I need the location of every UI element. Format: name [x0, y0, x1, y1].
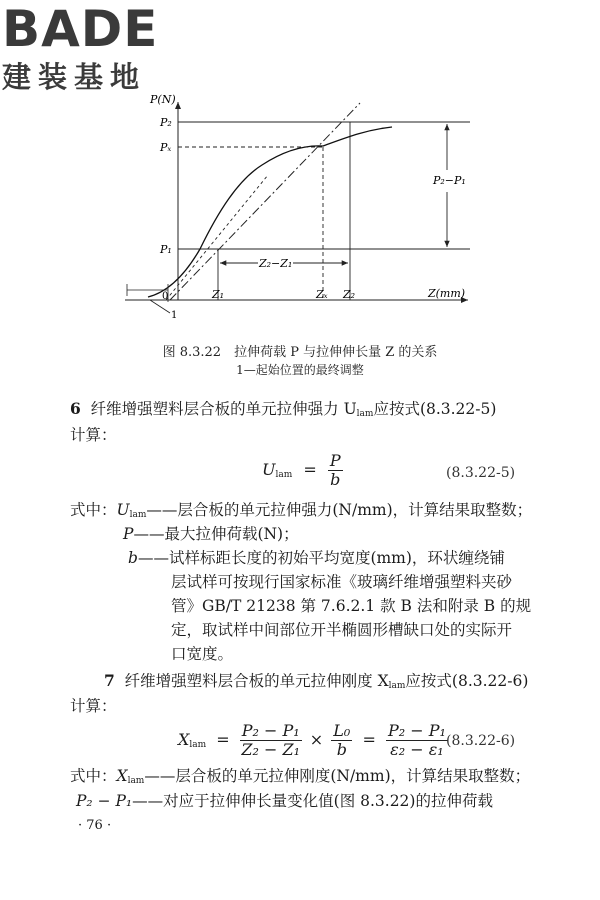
- def-x-sub: lam: [127, 776, 145, 786]
- eq5-lhs-sub: lam: [275, 470, 293, 480]
- def-b-line-5: 口宽度。: [171, 645, 234, 663]
- eq6-lhs-sub: lam: [189, 740, 207, 750]
- figure-caption: 图 8.3.22 拉伸荷载 P 与拉伸伸长量 Z 的关系: [162, 345, 438, 360]
- def-x-text: ——层合板的单元拉伸刚度(N/mm)，计算结果取整数；: [144, 767, 531, 785]
- equation-8-3-22-6: $X_{lam}$ = $\frac{\text{P₂ − P₁}}{\text{Z₂ − Z₁}}$ × $\frac{\text{L₀}}{b}$ = $\frac{\text{P₂ − P₁}}{\text{ε₂ − ε₁}}$: [178, 721, 446, 759]
- logo-chinese-name: 建装基地: [2, 60, 147, 94]
- x-tick-z1: Z₁: [212, 288, 225, 301]
- y-tick-px: Pₓ: [160, 141, 172, 154]
- def-p-text: ——最大拉伸荷载(N)；: [133, 525, 299, 543]
- logo-wordmark: BADE: [2, 0, 159, 58]
- y-tick-p1: P₁: [160, 243, 172, 256]
- def-p-symbol: P: [123, 525, 134, 543]
- secant-line: [170, 103, 360, 300]
- eq6-times: ×: [309, 730, 324, 749]
- eq6-f2-numerator: L₀: [333, 721, 351, 740]
- def-p: [123, 522, 299, 546]
- dim-label-p2-p1: P₂−P₁: [433, 174, 466, 187]
- def-p2-p1-symbol: P₂ − P₁: [76, 792, 133, 810]
- item6-continuation: 计算：: [70, 426, 117, 444]
- eq5-lhs: U: [262, 460, 276, 479]
- item7-sub: lam: [388, 681, 406, 691]
- item7-paragraph: [104, 669, 528, 698]
- item7-text-b: 应按式(8.3.22-6): [405, 672, 529, 690]
- eq6-f2-denominator: b: [336, 740, 347, 759]
- load-curve: [148, 127, 392, 297]
- def-u-text: ——层合板的单元拉伸强力(N/mm)，计算结果取整数；: [146, 501, 533, 519]
- def-b-line-2: 层试样可按现行国家标准《玻璃纤维增强塑料夹砂: [171, 573, 513, 591]
- def-x-symbol: X: [116, 767, 128, 785]
- def-u-sub: lam: [129, 510, 147, 520]
- eq5-denominator: b: [330, 470, 341, 489]
- where-prefix-1: 式中：: [70, 501, 117, 519]
- dim-label-z2-z1: Z₂−Z₁: [259, 257, 293, 270]
- eq5-numerator: P: [329, 451, 341, 470]
- x-axis-label: Z(mm): [428, 287, 466, 300]
- figure-caption-note: 1—起始位置的最终调整: [236, 363, 364, 377]
- item6-sub: lam: [356, 409, 374, 419]
- item7-continuation: 计算：: [70, 697, 117, 715]
- eq6-label: (8.3.22-6): [446, 733, 516, 749]
- x-tick-zx: Zₓ: [316, 288, 328, 301]
- page-number: · 76 ·: [78, 818, 112, 833]
- def-b-text-1: ——试样标距长度的初始平均宽度(mm)，环状缠绕铺: [137, 549, 505, 567]
- eq6-f1-numerator: P₂ − P₁: [241, 721, 300, 740]
- def-b-line-3: 管》GB/T 21238 第 7.6.2.1 款 B 法和附录 B 的规: [171, 597, 532, 615]
- eq6-f3-numerator: P₂ − P₁: [387, 721, 446, 740]
- where-prefix-2: 式中：: [70, 767, 117, 785]
- item6-paragraph: [70, 397, 496, 426]
- load-elongation-figure: [0, 0, 600, 340]
- note-marker: 1: [171, 310, 178, 321]
- y-axis-label: P(N): [150, 93, 176, 106]
- equation-8-3-22-5: $U_{lam}$ = $\frac{P}{b}$: [262, 451, 341, 489]
- item6-text: 纤维增强塑料层合板的单元拉伸强力 U: [90, 400, 357, 418]
- item6-text-b: 应按式(8.3.22-5): [373, 400, 497, 418]
- item7-number: 7: [104, 671, 115, 690]
- def-p2-p1: [76, 789, 493, 813]
- eq6-lhs: X: [178, 730, 190, 749]
- tangent-line: [166, 175, 268, 300]
- eq6-f3-denominator: ε₂ − ε₁: [390, 740, 444, 759]
- item6-number: 6: [70, 399, 81, 418]
- def-b-line-4: 定，取试样中间部位开半椭圆形槽缺口处的实际开: [171, 621, 513, 639]
- def-p2-p1-text: ——对应于拉伸伸长量变化值(图 8.3.22)的拉伸荷载: [132, 792, 493, 810]
- item7-text: 纤维增强塑料层合板的单元拉伸刚度 X: [124, 672, 389, 690]
- x-tick-origin: 0: [162, 291, 169, 302]
- eq5-label: (8.3.22-5): [446, 465, 516, 481]
- def-b-line-1: [128, 546, 505, 570]
- eq6-f1-denominator: Z₂ − Z₁: [241, 740, 301, 759]
- x-tick-z2: Z₂: [343, 288, 356, 301]
- def-b-symbol: b: [128, 549, 138, 567]
- y-tick-p2: P₂: [160, 116, 172, 129]
- def-u-symbol: U: [116, 501, 130, 519]
